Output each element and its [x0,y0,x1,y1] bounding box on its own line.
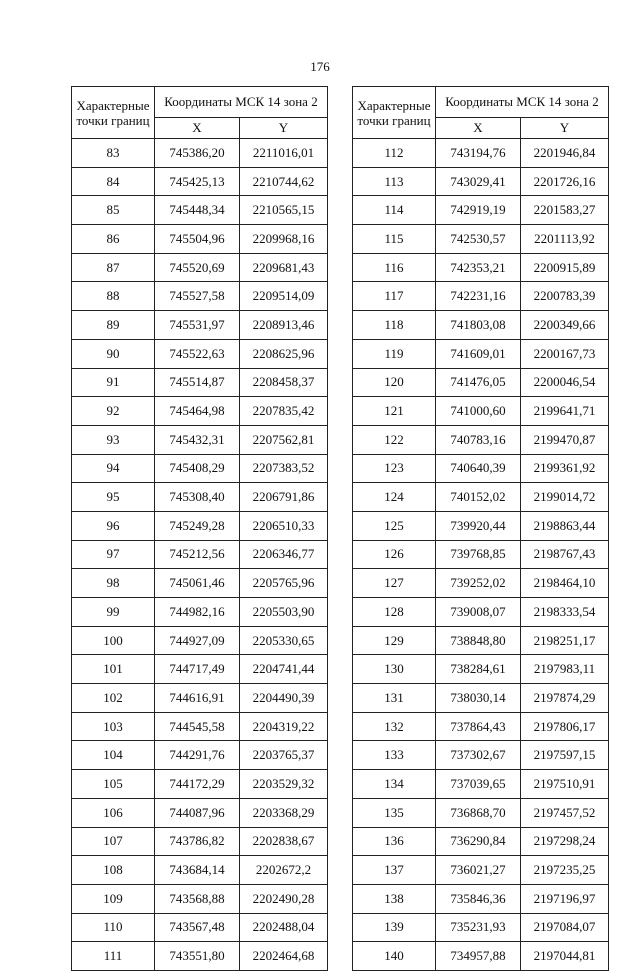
x-coordinate-cell: 743684,14 [155,856,240,885]
table-row [353,311,609,340]
point-number-cell: 106 [72,798,155,827]
table-row [353,942,609,971]
table-row [72,397,328,426]
point-number-cell: 125 [353,511,436,540]
x-coordinate-cell: 742353,21 [436,253,521,282]
table-row [353,196,609,225]
x-coordinate-cell: 745386,20 [155,139,240,168]
table-row [353,425,609,454]
y-coordinate-cell: 2205330,65 [240,626,328,655]
point-number-cell: 100 [72,626,155,655]
point-number-cell: 133 [353,741,436,770]
x-coordinate-cell: 743029,41 [436,167,521,196]
point-number-cell: 118 [353,311,436,340]
point-number-cell: 107 [72,827,155,856]
header-x: X [155,118,240,139]
x-coordinate-cell: 738284,61 [436,655,521,684]
table-row [72,339,328,368]
header-y: Y [521,118,609,139]
table-row [353,540,609,569]
y-coordinate-cell: 2207835,42 [240,397,328,426]
y-coordinate-cell: 2204490,39 [240,684,328,713]
y-coordinate-cell: 2199361,92 [521,454,609,483]
table-row [353,684,609,713]
point-number-cell: 123 [353,454,436,483]
table-row [353,139,609,168]
point-number-cell: 83 [72,139,155,168]
x-coordinate-cell: 744717,49 [155,655,240,684]
y-coordinate-cell: 2200915,89 [521,253,609,282]
table-row [72,598,328,627]
y-coordinate-cell: 2197044,81 [521,942,609,971]
y-coordinate-cell: 2199470,87 [521,425,609,454]
x-coordinate-cell: 741476,05 [436,368,521,397]
x-coordinate-cell: 745531,97 [155,311,240,340]
table-row [72,856,328,885]
table-row [72,454,328,483]
table-row [72,684,328,713]
point-number-cell: 99 [72,598,155,627]
point-number-cell: 88 [72,282,155,311]
point-number-cell: 93 [72,425,155,454]
point-number-cell: 136 [353,827,436,856]
y-coordinate-cell: 2198464,10 [521,569,609,598]
point-number-cell: 84 [72,167,155,196]
point-number-cell: 105 [72,770,155,799]
point-number-cell: 98 [72,569,155,598]
table-row [72,626,328,655]
x-coordinate-cell: 738030,14 [436,684,521,713]
x-coordinate-cell: 737039,65 [436,770,521,799]
table-row [72,368,328,397]
table-row [353,626,609,655]
y-coordinate-cell: 2206791,86 [240,483,328,512]
point-number-cell: 115 [353,225,436,254]
point-number-cell: 92 [72,397,155,426]
y-coordinate-cell: 2208458,37 [240,368,328,397]
x-coordinate-cell: 742231,16 [436,282,521,311]
table-row [72,827,328,856]
x-coordinate-cell: 744927,09 [155,626,240,655]
table-row [353,454,609,483]
y-coordinate-cell: 2201946,84 [521,139,609,168]
x-coordinate-cell: 745504,96 [155,225,240,254]
table-row [72,282,328,311]
point-number-cell: 137 [353,856,436,885]
x-coordinate-cell: 745520,69 [155,253,240,282]
header-points-line2: точки границ [357,112,431,128]
x-coordinate-cell: 739920,44 [436,511,521,540]
y-coordinate-cell: 2197806,17 [521,712,609,741]
table-row [72,741,328,770]
y-coordinate-cell: 2198767,43 [521,540,609,569]
y-coordinate-cell: 2203765,37 [240,741,328,770]
x-coordinate-cell: 743568,88 [155,884,240,913]
y-coordinate-cell: 2205765,96 [240,569,328,598]
x-coordinate-cell: 745308,40 [155,483,240,512]
x-coordinate-cell: 743567,48 [155,913,240,942]
y-coordinate-cell: 2202838,67 [240,827,328,856]
header-points [353,87,436,139]
x-coordinate-cell: 742530,57 [436,225,521,254]
y-coordinate-cell: 2209681,43 [240,253,328,282]
point-number-cell: 128 [353,598,436,627]
x-coordinate-cell: 745527,58 [155,282,240,311]
table-row [353,397,609,426]
x-coordinate-cell: 736868,70 [436,798,521,827]
point-number-cell: 111 [72,942,155,971]
table-row [72,540,328,569]
table-row [72,225,328,254]
point-number-cell: 129 [353,626,436,655]
y-coordinate-cell: 2197084,07 [521,913,609,942]
y-coordinate-cell: 2211016,01 [240,139,328,168]
point-number-cell: 110 [72,913,155,942]
point-number-cell: 121 [353,397,436,426]
header-points [72,87,155,139]
y-coordinate-cell: 2197196,97 [521,884,609,913]
table-row [72,167,328,196]
point-number-cell: 90 [72,339,155,368]
point-number-cell: 87 [72,253,155,282]
y-coordinate-cell: 2207383,52 [240,454,328,483]
x-coordinate-cell: 745212,56 [155,540,240,569]
y-coordinate-cell: 2204319,22 [240,712,328,741]
table-row [72,712,328,741]
point-number-cell: 104 [72,741,155,770]
y-coordinate-cell: 2197597,15 [521,741,609,770]
table-row [353,225,609,254]
y-coordinate-cell: 2208913,46 [240,311,328,340]
point-number-cell: 130 [353,655,436,684]
x-coordinate-cell: 744545,58 [155,712,240,741]
point-number-cell: 108 [72,856,155,885]
x-coordinate-cell: 741803,08 [436,311,521,340]
table-row [72,139,328,168]
x-coordinate-cell: 745514,87 [155,368,240,397]
header-points-line2: точки границ [76,112,150,128]
y-coordinate-cell: 2202672,2 [240,856,328,885]
y-coordinate-cell: 2198251,17 [521,626,609,655]
table-row [353,712,609,741]
table-row [72,311,328,340]
table-row [353,167,609,196]
y-coordinate-cell: 2201113,92 [521,225,609,254]
y-coordinate-cell: 2198863,44 [521,511,609,540]
y-coordinate-cell: 2197298,24 [521,827,609,856]
coordinates-table-right [352,86,609,971]
header-points-line1: Характерные [76,97,150,113]
point-number-cell: 91 [72,368,155,397]
left-table-body [72,139,328,971]
y-coordinate-cell: 2197457,52 [521,798,609,827]
table-row [72,196,328,225]
y-coordinate-cell: 2202488,04 [240,913,328,942]
x-coordinate-cell: 745448,34 [155,196,240,225]
point-number-cell: 89 [72,311,155,340]
x-coordinate-cell: 740640,39 [436,454,521,483]
y-coordinate-cell: 2205503,90 [240,598,328,627]
y-coordinate-cell: 2201726,16 [521,167,609,196]
y-coordinate-cell: 2210565,15 [240,196,328,225]
table-row [72,569,328,598]
table-row [353,770,609,799]
point-number-cell: 113 [353,167,436,196]
table-row [353,827,609,856]
point-number-cell: 109 [72,884,155,913]
x-coordinate-cell: 745425,13 [155,167,240,196]
y-coordinate-cell: 2204741,44 [240,655,328,684]
table-row [353,798,609,827]
table-row [353,598,609,627]
x-coordinate-cell: 744087,96 [155,798,240,827]
table-row [353,483,609,512]
header-y: Y [240,118,328,139]
x-coordinate-cell: 738848,80 [436,626,521,655]
coordinates-table-left [71,86,328,971]
point-number-cell: 97 [72,540,155,569]
point-number-cell: 112 [353,139,436,168]
table-row [353,655,609,684]
point-number-cell: 122 [353,425,436,454]
table-row [353,339,609,368]
y-coordinate-cell: 2199641,71 [521,397,609,426]
x-coordinate-cell: 737302,67 [436,741,521,770]
table-row [72,253,328,282]
y-coordinate-cell: 2209514,09 [240,282,328,311]
y-coordinate-cell: 2202490,28 [240,884,328,913]
x-coordinate-cell: 745249,28 [155,511,240,540]
header-x: X [436,118,521,139]
point-number-cell: 119 [353,339,436,368]
table-row [353,913,609,942]
y-coordinate-cell: 2202464,68 [240,942,328,971]
table-row [72,798,328,827]
x-coordinate-cell: 745061,46 [155,569,240,598]
point-number-cell: 103 [72,712,155,741]
table-row [353,282,609,311]
y-coordinate-cell: 2201583,27 [521,196,609,225]
table-row [353,741,609,770]
point-number-cell: 135 [353,798,436,827]
x-coordinate-cell: 743786,82 [155,827,240,856]
point-number-cell: 86 [72,225,155,254]
y-coordinate-cell: 2203368,29 [240,798,328,827]
y-coordinate-cell: 2197510,91 [521,770,609,799]
point-number-cell: 114 [353,196,436,225]
table-row [72,770,328,799]
x-coordinate-cell: 745432,31 [155,425,240,454]
x-coordinate-cell: 744616,91 [155,684,240,713]
table-row [353,569,609,598]
x-coordinate-cell: 742919,19 [436,196,521,225]
right-table-body [353,139,609,971]
table-row [353,856,609,885]
x-coordinate-cell: 740152,02 [436,483,521,512]
y-coordinate-cell: 2197983,11 [521,655,609,684]
y-coordinate-cell: 2199014,72 [521,483,609,512]
point-number-cell: 131 [353,684,436,713]
x-coordinate-cell: 744291,76 [155,741,240,770]
y-coordinate-cell: 2197235,25 [521,856,609,885]
y-coordinate-cell: 2208625,96 [240,339,328,368]
x-coordinate-cell: 736290,84 [436,827,521,856]
x-coordinate-cell: 743194,76 [436,139,521,168]
header-coordinates: Координаты МСК 14 зона 2 [155,87,328,118]
point-number-cell: 127 [353,569,436,598]
y-coordinate-cell: 2203529,32 [240,770,328,799]
table-row [353,368,609,397]
y-coordinate-cell: 2210744,62 [240,167,328,196]
y-coordinate-cell: 2200167,73 [521,339,609,368]
point-number-cell: 117 [353,282,436,311]
x-coordinate-cell: 735231,93 [436,913,521,942]
y-coordinate-cell: 2206510,33 [240,511,328,540]
x-coordinate-cell: 735846,36 [436,884,521,913]
table-row [72,425,328,454]
y-coordinate-cell: 2200046,54 [521,368,609,397]
x-coordinate-cell: 744982,16 [155,598,240,627]
table-row [72,884,328,913]
y-coordinate-cell: 2206346,77 [240,540,328,569]
point-number-cell: 101 [72,655,155,684]
point-number-cell: 132 [353,712,436,741]
x-coordinate-cell: 741000,60 [436,397,521,426]
x-coordinate-cell: 739252,02 [436,569,521,598]
x-coordinate-cell: 743551,80 [155,942,240,971]
header-coordinates: Координаты МСК 14 зона 2 [436,87,609,118]
table-row [72,511,328,540]
y-coordinate-cell: 2207562,81 [240,425,328,454]
x-coordinate-cell: 739768,85 [436,540,521,569]
point-number-cell: 94 [72,454,155,483]
x-coordinate-cell: 740783,16 [436,425,521,454]
table-row [72,483,328,512]
x-coordinate-cell: 741609,01 [436,339,521,368]
x-coordinate-cell: 745522,63 [155,339,240,368]
point-number-cell: 96 [72,511,155,540]
point-number-cell: 85 [72,196,155,225]
point-number-cell: 116 [353,253,436,282]
x-coordinate-cell: 745464,98 [155,397,240,426]
point-number-cell: 134 [353,770,436,799]
table-row [72,942,328,971]
table-row [72,913,328,942]
x-coordinate-cell: 744172,29 [155,770,240,799]
x-coordinate-cell: 745408,29 [155,454,240,483]
point-number-cell: 102 [72,684,155,713]
y-coordinate-cell: 2200783,39 [521,282,609,311]
point-number-cell: 120 [353,368,436,397]
point-number-cell: 139 [353,913,436,942]
y-coordinate-cell: 2200349,66 [521,311,609,340]
x-coordinate-cell: 739008,07 [436,598,521,627]
table-row [353,511,609,540]
x-coordinate-cell: 736021,27 [436,856,521,885]
table-row [72,655,328,684]
point-number-cell: 138 [353,884,436,913]
point-number-cell: 126 [353,540,436,569]
y-coordinate-cell: 2197874,29 [521,684,609,713]
table-row [353,884,609,913]
table-row [353,253,609,282]
x-coordinate-cell: 734957,88 [436,942,521,971]
x-coordinate-cell: 737864,43 [436,712,521,741]
y-coordinate-cell: 2209968,16 [240,225,328,254]
page-number: 176 [310,59,330,74]
header-points-line1: Характерные [357,97,431,113]
y-coordinate-cell: 2198333,54 [521,598,609,627]
point-number-cell: 124 [353,483,436,512]
point-number-cell: 140 [353,942,436,971]
point-number-cell: 95 [72,483,155,512]
